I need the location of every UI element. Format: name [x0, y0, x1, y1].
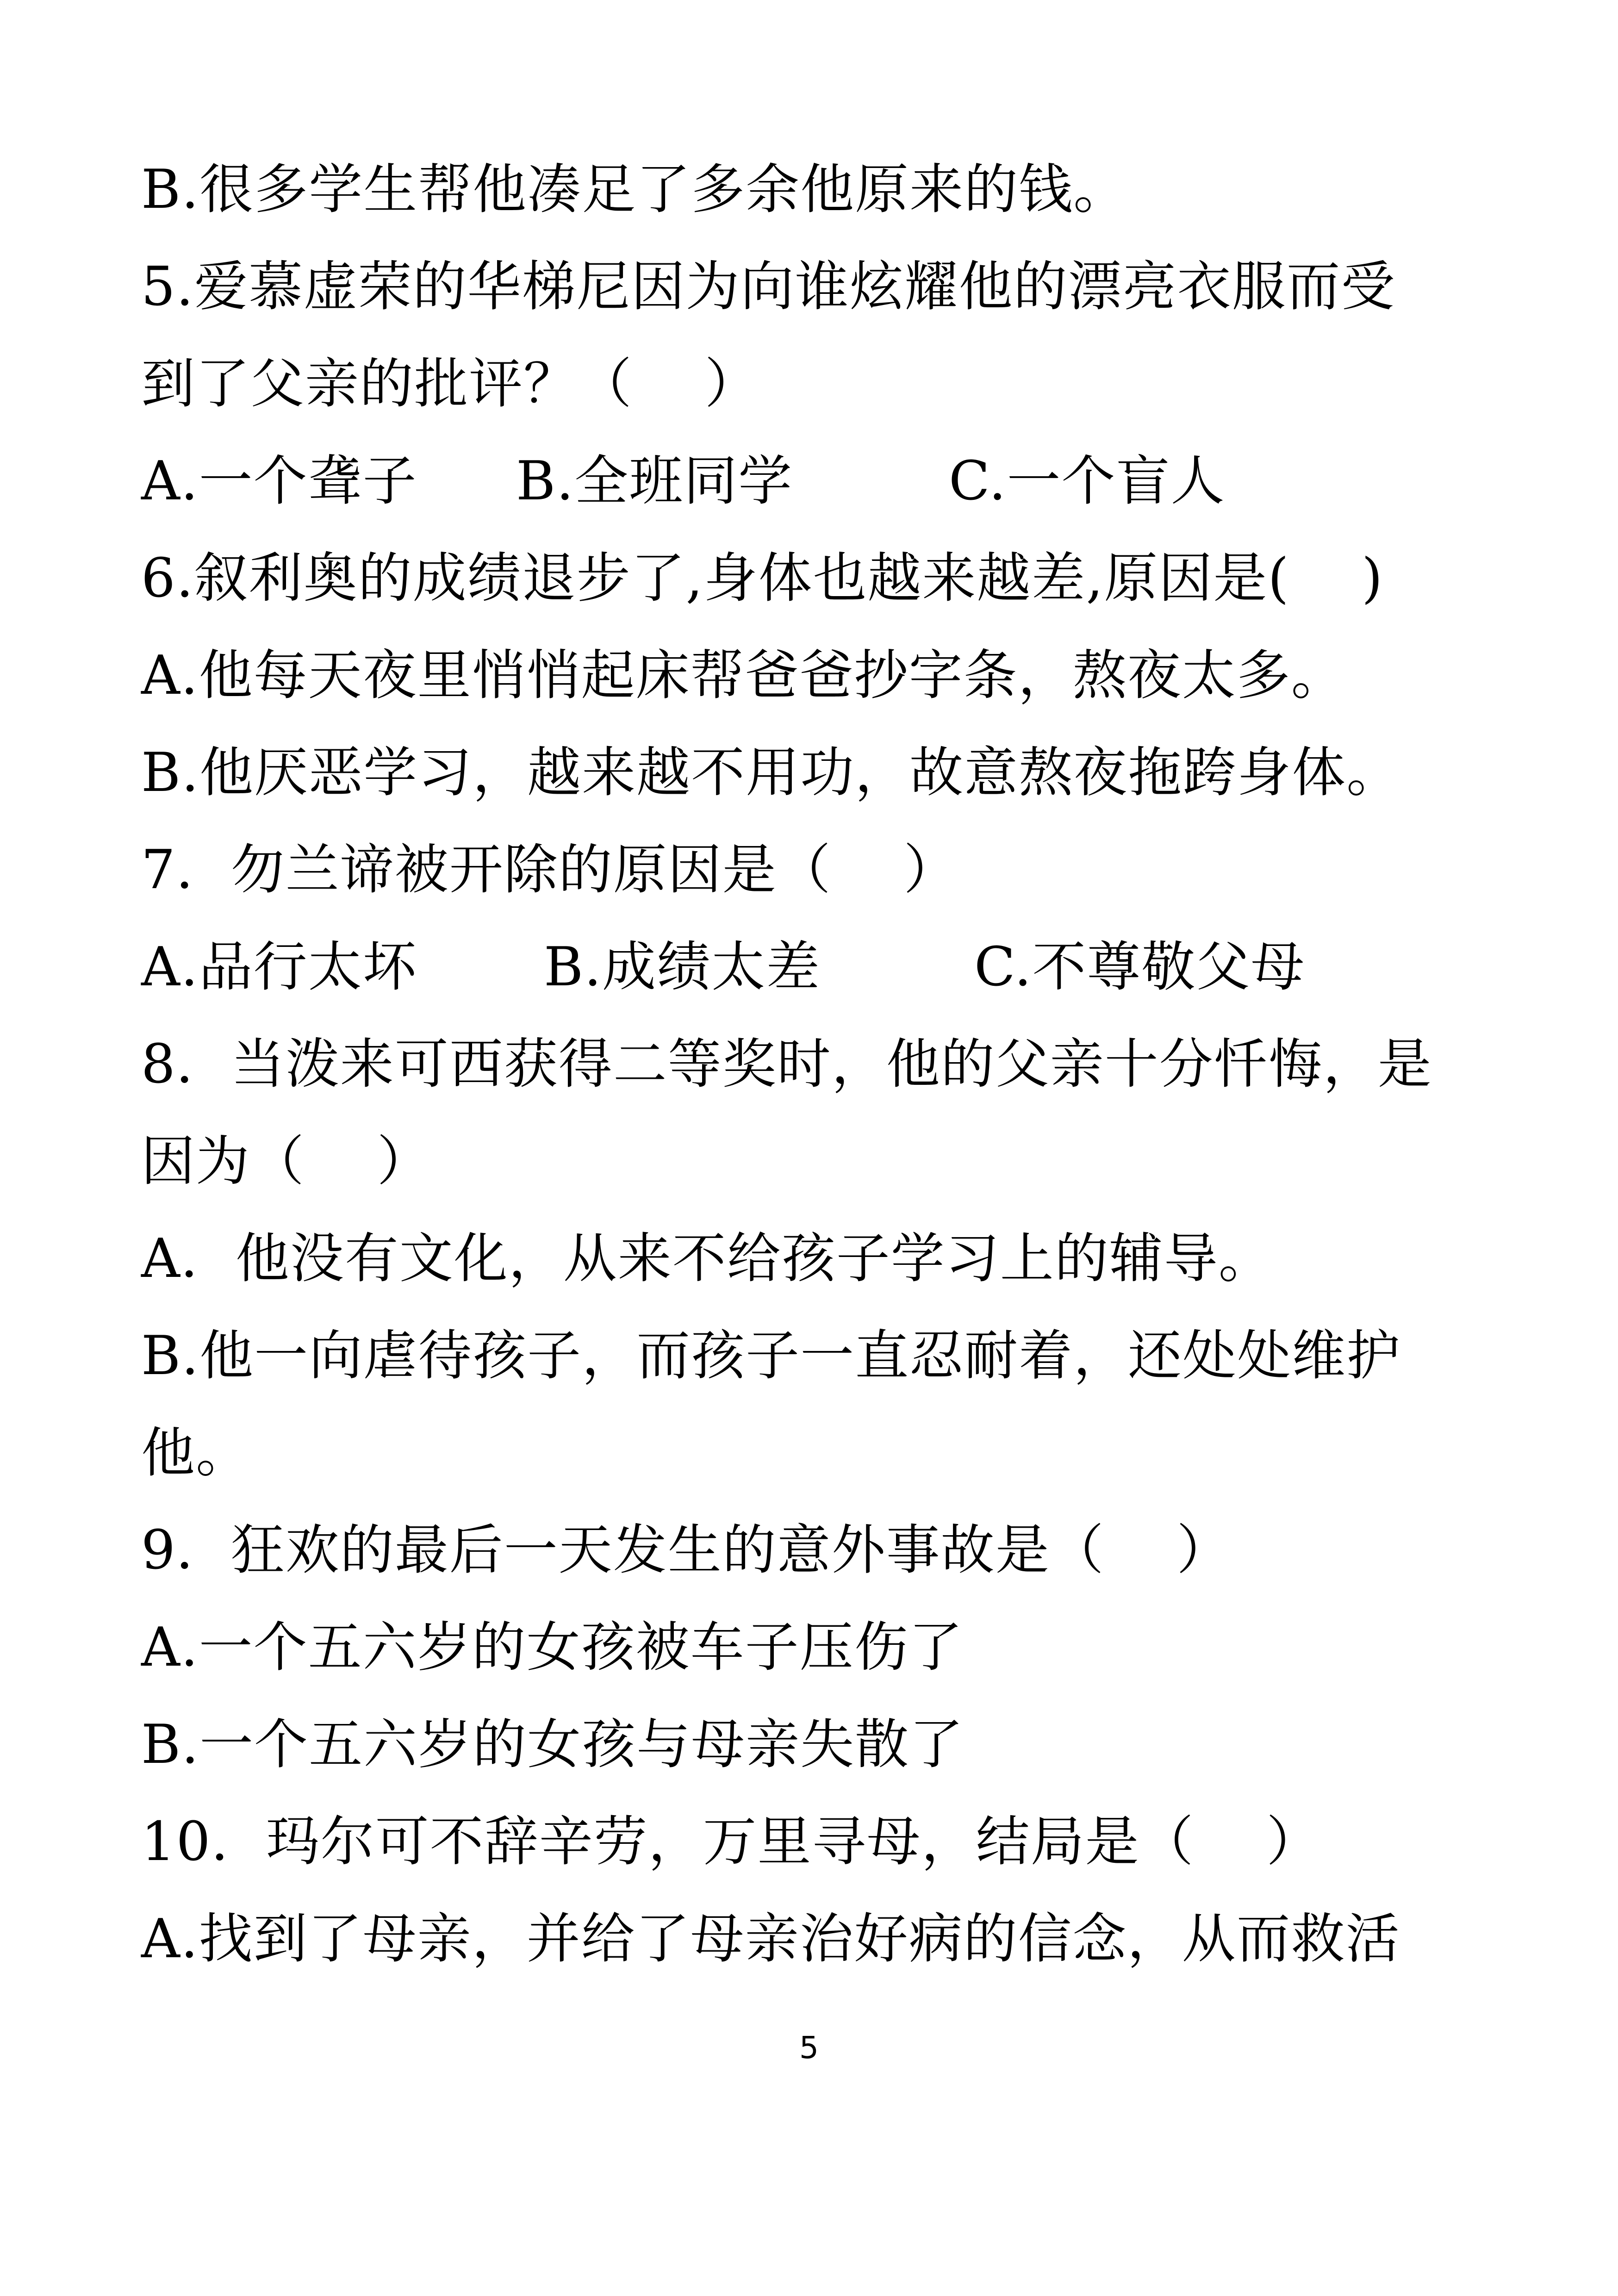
q7-options — [141, 933, 1306, 1002]
page-number: 5 — [799, 2030, 819, 2066]
text-line-14: 他。 — [141, 1422, 250, 1484]
q7-option-a: A.品行太坏 — [141, 936, 417, 998]
q5-option-b: B.全班同学 — [516, 450, 793, 512]
text-line-3: 到了父亲的批评？（ ） — [141, 353, 759, 415]
text-line-11: 因为（ ） — [141, 1130, 432, 1193]
text-line-10: 8．当泼来可西获得二等奖时，他的父亲十分忏悔，是 — [141, 1033, 1432, 1095]
text-line-12: A．他没有文化，从来不给孩子学习上的辅导。 — [141, 1227, 1273, 1290]
text-line-18: 10．玛尔可不辞辛劳，万里寻母，结局是（ ） — [141, 1811, 1321, 1873]
text-line-8: 7．勿兰谛被开除的原因是（ ） — [141, 839, 958, 901]
text-line-2: 5.爱慕虚荣的华梯尼因为向谁炫耀他的漂亮衣服而受 — [141, 255, 1396, 318]
text-line-16: A.一个五六岁的女孩被车子压伤了 — [141, 1616, 964, 1679]
text-line-13: B.他一向虐待孩子，而孩子一直忍耐着，还处处维护 — [141, 1325, 1401, 1387]
text-line-17: B.一个五六岁的女孩与母亲失散了 — [141, 1713, 965, 1776]
q5-option-a: A.一个聋子 — [141, 450, 417, 512]
text-line-5: 6.叙利奥的成绩退步了,身体也越来越差,原因是( ) — [141, 547, 1384, 610]
text-line-6: A.他每天夜里悄悄起床帮爸爸抄字条，熬夜太多。 — [141, 644, 1346, 707]
q7-option-b: B.成绩太差 — [544, 936, 821, 998]
q5-option-c: C.一个盲人 — [949, 450, 1226, 512]
text-line-1: B.很多学生帮他凑足了多余他原来的钱。 — [141, 158, 1128, 221]
q7-option-c: C.不尊敬父母 — [974, 936, 1306, 998]
text-line-19: A.找到了母亲，并给了母亲治好病的信念，从而救活 — [141, 1908, 1400, 1970]
q5-options — [141, 447, 1226, 516]
text-line-7: B.他厌恶学习，越来越不用功，故意熬夜拖跨身体。 — [141, 741, 1401, 804]
text-line-15: 9．狂欢的最后一天发生的意外事故是（ ） — [141, 1519, 1232, 1581]
